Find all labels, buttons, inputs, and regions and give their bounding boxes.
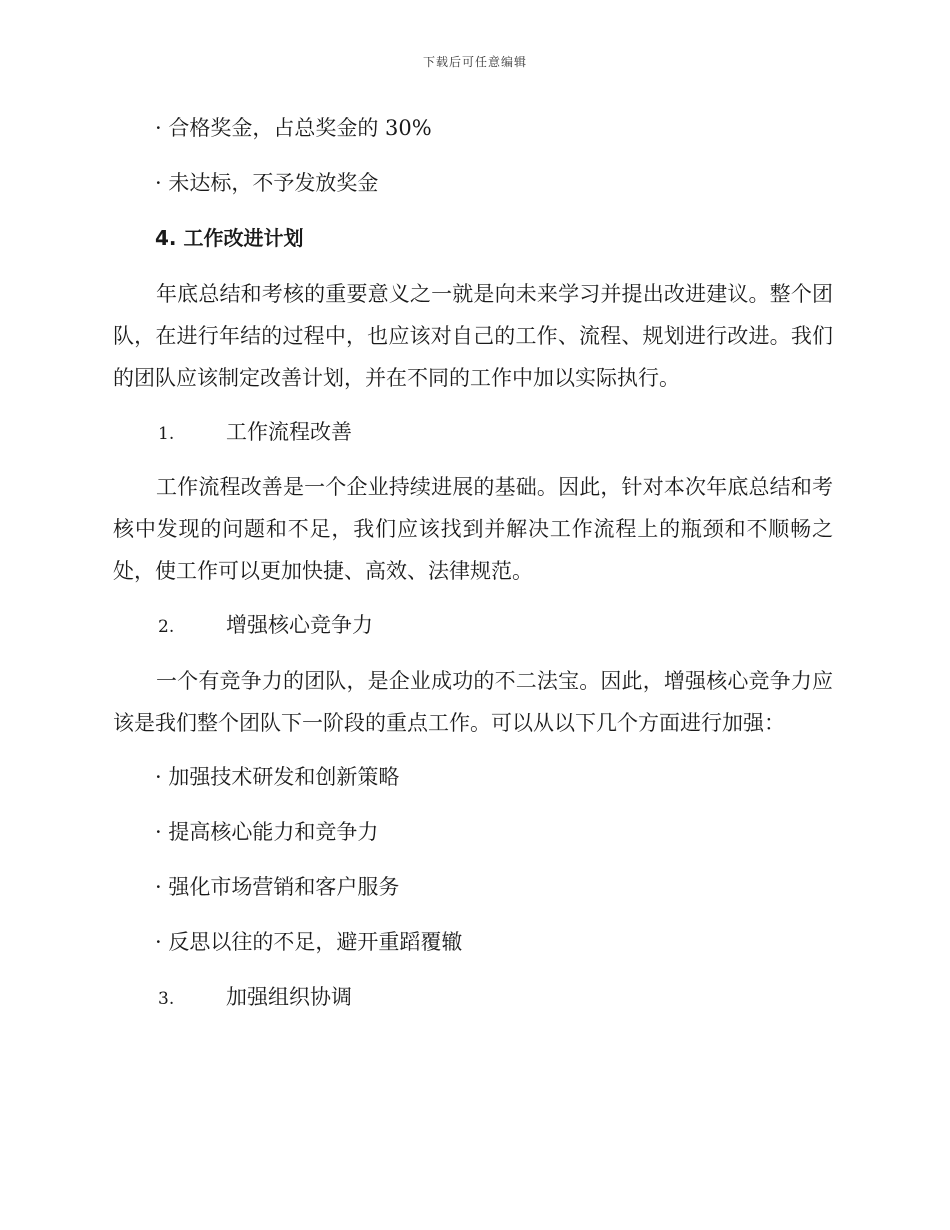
paragraph-intro: 年底总结和考核的重要意义之一就是向未来学习并提出改进建议。整个团队，在进行年结的过程中，也应该对自己的工作、流程、规划进行改进。我们的团队应该制定改善计划，并在不同的工作中加以实际执行。 bbox=[113, 282, 833, 390]
bullet-qualified-bonus: · 合格奖金，占总奖金的 30% bbox=[155, 116, 432, 140]
page-header: 下载后可任意编辑 bbox=[422, 55, 527, 69]
bullet-not-met: · 未达标，不予发放奖金 bbox=[155, 171, 379, 195]
bullet-core-ability: · 提高核心能力和竞争力 bbox=[155, 820, 379, 844]
item-number: 2. bbox=[158, 617, 175, 637]
bullet-marketing: · 强化市场营销和客户服务 bbox=[155, 875, 400, 899]
paragraph-workflow: 工作流程改善是一个企业持续进展的基础。因此，针对本次年底总结和考核中发现的问题和不足，我们应该找到并解决工作流程上的瓶颈和不顺畅之处，使工作可以更加快捷、高效、法律规范。 bbox=[113, 475, 833, 583]
numbered-item-1 bbox=[158, 420, 352, 446]
paragraph-competitiveness: 一个有竞争力的团队，是企业成功的不二法宝。因此，增强核心竞争力应该是我们整个团队下一阶段的重点工作。可以从以下几个方面进行加强： bbox=[113, 669, 833, 735]
item-number: 3. bbox=[158, 989, 175, 1009]
numbered-item-2 bbox=[158, 613, 373, 639]
item-label: 加强组织协调 bbox=[226, 985, 352, 1009]
bullet-reflect: · 反思以往的不足，避开重蹈覆辙 bbox=[155, 930, 463, 954]
bullet-rnd: · 加强技术研发和创新策略 bbox=[155, 765, 400, 789]
item-label: 增强核心竞争力 bbox=[226, 613, 373, 637]
item-number: 1. bbox=[158, 424, 175, 444]
item-label: 工作流程改善 bbox=[226, 420, 352, 444]
numbered-item-3 bbox=[158, 985, 352, 1011]
section-heading: 4. 工作改进计划 bbox=[155, 226, 304, 250]
